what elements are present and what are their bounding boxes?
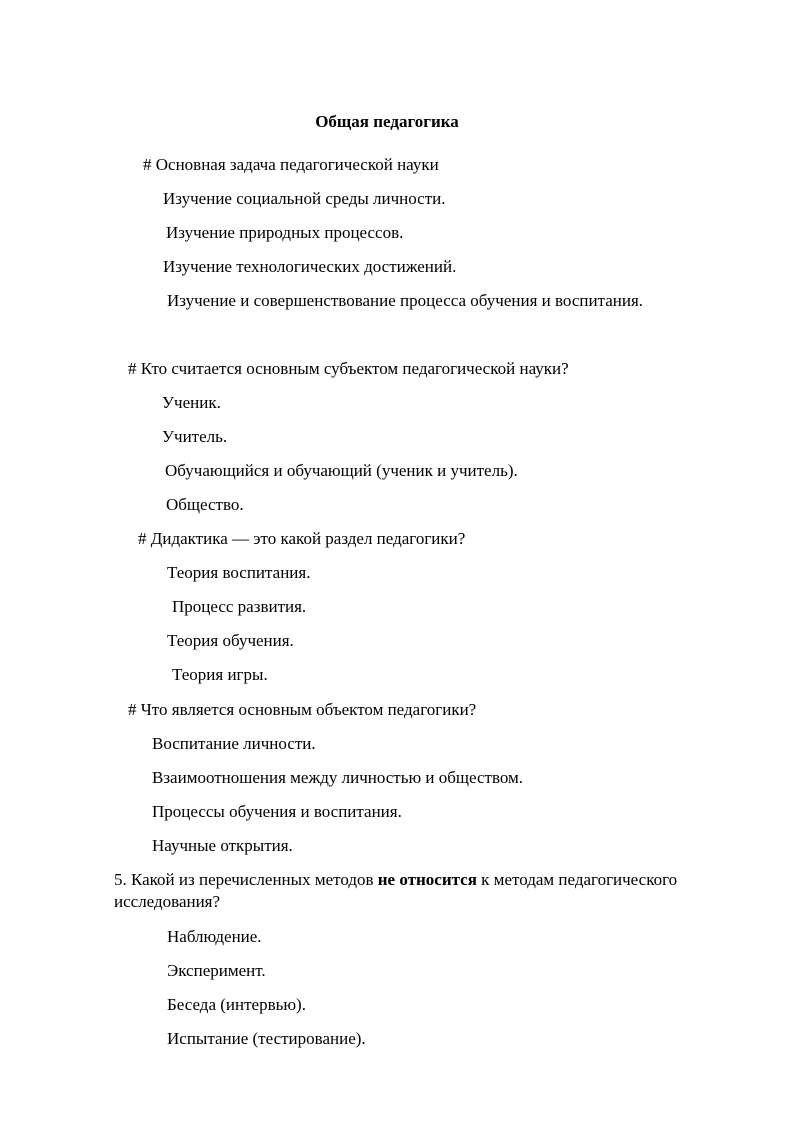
question-4: # Что является основным объектом педагогики? <box>128 700 477 719</box>
q5-option-1: Наблюдение. <box>167 927 262 946</box>
question-5 <box>114 869 754 913</box>
q1-option-4: Изучение и совершенствование процесса обучения и воспитания. <box>167 291 644 310</box>
q3-option-2: Процесс развития. <box>172 597 307 616</box>
q3-option-4: Теория игры. <box>172 665 268 684</box>
q4-option-3: Процессы обучения и воспитания. <box>152 802 402 821</box>
q5-option-2: Эксперимент. <box>167 961 266 980</box>
q1-option-1: Изучение социальной среды личности. <box>163 189 446 208</box>
q5-option-4: Испытание (тестирование). <box>167 1029 366 1048</box>
q1-option-2: Изучение природных процессов. <box>166 223 404 242</box>
q2-option-4: Общество. <box>166 495 244 514</box>
question-5-emphasis: не относится <box>377 870 477 889</box>
question-5-text-end: к методам педагогического исследования? <box>114 870 678 911</box>
q2-option-3: Обучающийся и обучающий (ученик и учитель). <box>165 461 518 480</box>
q5-option-3: Беседа (интервью). <box>167 995 306 1014</box>
question-5-text-start: 5. Какой из перечисленных методов <box>114 870 378 889</box>
q2-option-2: Учитель. <box>162 427 228 446</box>
q4-option-4: Научные открытия. <box>152 836 293 855</box>
q2-option-1: Ученик. <box>162 393 221 412</box>
q3-option-1: Теория воспитания. <box>167 563 311 582</box>
q1-option-3: Изучение технологических достижений. <box>163 257 457 276</box>
document-title: Общая педагогика <box>315 112 459 131</box>
question-1: # Основная задача педагогической науки <box>143 155 439 174</box>
question-3: # Дидактика — это какой раздел педагогики? <box>138 529 466 548</box>
question-2: # Кто считается основным субъектом педагогической науки? <box>128 359 569 378</box>
q3-option-3: Теория обучения. <box>167 631 294 650</box>
q4-option-1: Воспитание личности. <box>152 734 316 753</box>
q4-option-2: Взаимоотношения между личностью и обществом. <box>152 768 524 787</box>
